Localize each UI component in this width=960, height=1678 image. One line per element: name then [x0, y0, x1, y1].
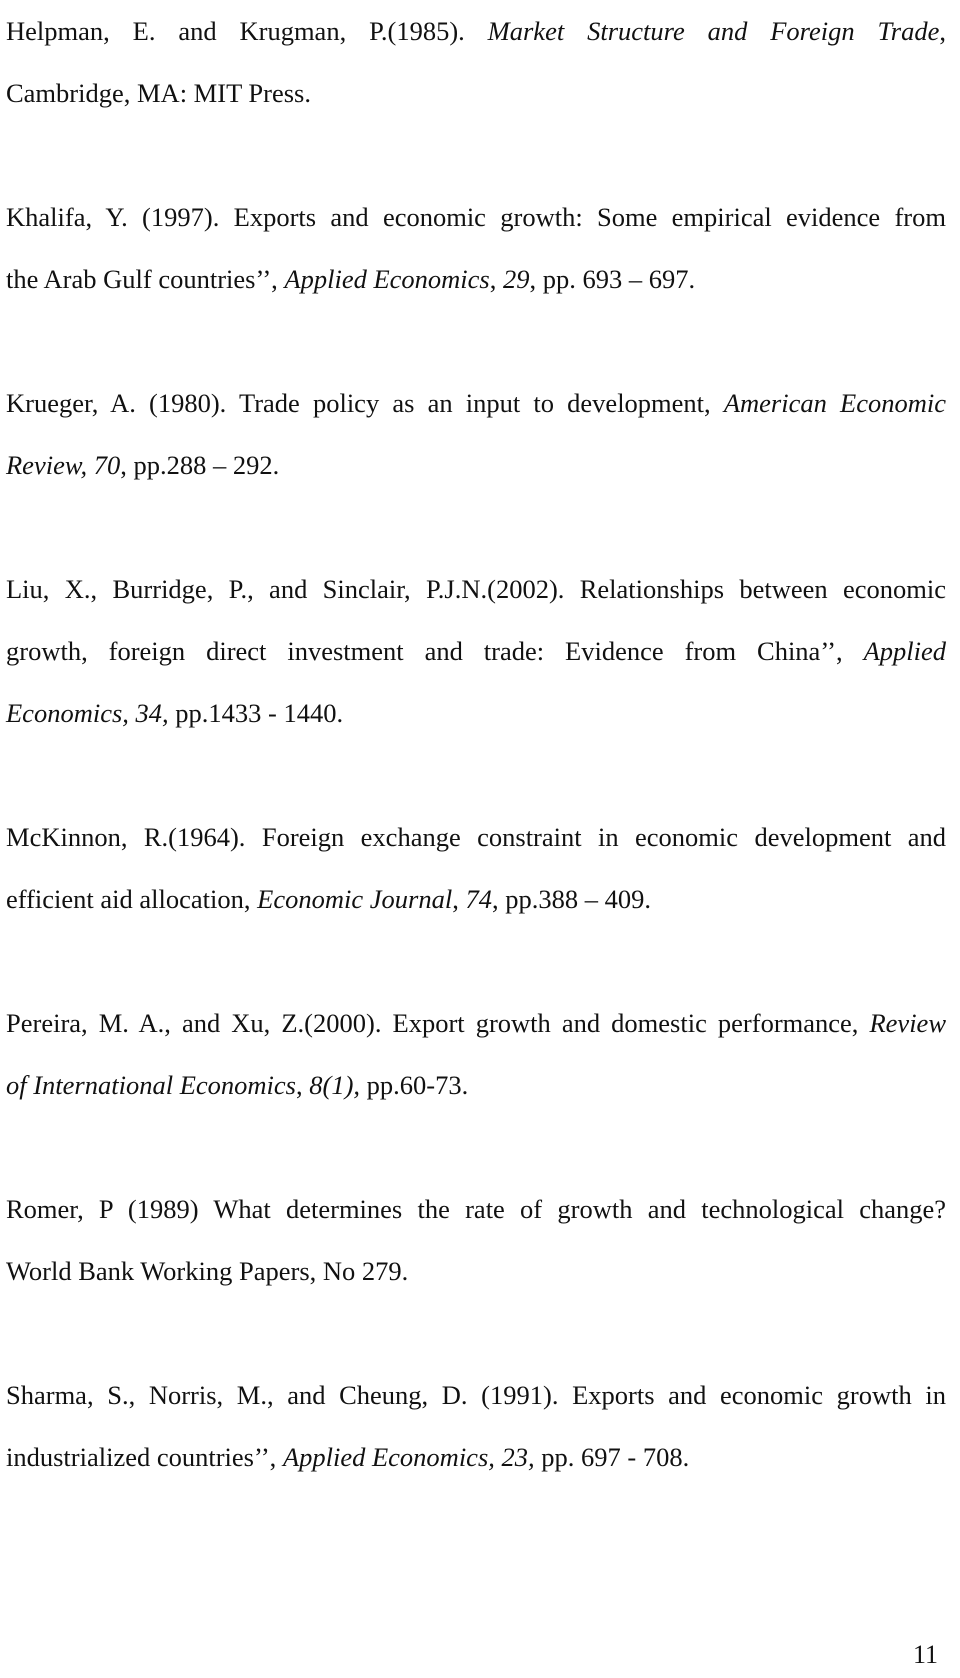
reference-line: [6, 372, 946, 434]
reference-text: growth, foreign direct investment and trade: Evidence from China’’,: [6, 636, 864, 666]
reference-entry: [6, 992, 946, 1116]
reference-line: [6, 620, 946, 682]
reference-italic-text: Applied Economics, 23,: [282, 1442, 535, 1472]
reference-text: McKinnon, R.(1964). Foreign exchange constraint in economic development and: [6, 822, 946, 852]
reference-text: ,: [489, 264, 503, 294]
reference-line: [6, 1364, 946, 1426]
reference-entry: [6, 186, 946, 310]
reference-text: Pereira, M. A., and Xu, Z.(2000). Export growth and domestic performance,: [6, 1008, 870, 1038]
reference-text: , pp.388 – 409.: [491, 884, 651, 914]
reference-line: [6, 1240, 946, 1302]
page-number: 11: [912, 1640, 938, 1669]
reference-text: the Arab Gulf countries’’,: [6, 264, 285, 294]
reference-line: [6, 1178, 946, 1240]
reference-line: [6, 1426, 946, 1488]
reference-line: [6, 1054, 946, 1116]
reference-text: pp.60-73.: [360, 1070, 469, 1100]
reference-line: [6, 806, 946, 868]
reference-text: ,: [296, 1070, 310, 1100]
reference-text: pp.1433 - 1440.: [168, 698, 344, 728]
reference-text: Liu, X., Burridge, P., and Sinclair, P.J.N.(2002). Relationships between economic: [6, 574, 946, 604]
reference-text: ,: [939, 16, 946, 46]
reference-italic-text: Economic Journal: [257, 884, 453, 914]
reference-line: [6, 992, 946, 1054]
reference-line: [6, 62, 946, 124]
reference-text: World Bank Working Papers, No 279.: [6, 1256, 409, 1286]
reference-line: [6, 186, 946, 248]
reference-line: [6, 558, 946, 620]
reference-entry: [6, 1364, 946, 1488]
reference-entry: [6, 1178, 946, 1302]
reference-line: [6, 0, 946, 62]
reference-entry: [6, 372, 946, 496]
reference-entry: [6, 806, 946, 930]
reference-text: , pp. 693 – 697.: [529, 264, 696, 294]
reference-text: Helpman, E. and Krugman, P.(1985).: [6, 16, 488, 46]
reference-italic-text: Applied Economics: [284, 264, 490, 294]
reference-list: [6, 0, 946, 1488]
reference-italic-text: 8(1),: [309, 1070, 361, 1100]
reference-line: [6, 434, 946, 496]
reference-line: [6, 868, 946, 930]
reference-line: [6, 682, 946, 744]
reference-italic-text: 29: [502, 264, 530, 294]
reference-text: Khalifa, Y. (1997). Exports and economic growth: Some empirical evidence from: [6, 202, 946, 232]
reference-text: Krueger, A. (1980). Trade policy as an input to development,: [6, 388, 724, 418]
reference-italic-text: 74: [465, 884, 492, 914]
reference-italic-text: Review, 70: [6, 450, 121, 480]
reference-text: efficient aid allocation,: [6, 884, 258, 914]
reference-line: [6, 248, 946, 310]
reference-italic-text: of International Economics: [6, 1070, 296, 1100]
reference-italic-text: Applied: [863, 636, 946, 666]
reference-text: Cambridge, MA: MIT Press.: [6, 78, 311, 108]
reference-italic-text: Market Structure and Foreign Trade: [487, 16, 940, 46]
reference-italic-text: Economics, 34,: [6, 698, 169, 728]
reference-entry: [6, 0, 946, 124]
reference-text: Sharma, S., Norris, M., and Cheung, D. (1991). Exports and economic growth in: [6, 1380, 946, 1410]
reference-text: , pp.288 – 292.: [120, 450, 280, 480]
reference-text: Romer, P (1989) What determines the rate of growth and technological change?: [6, 1194, 946, 1224]
reference-italic-text: Review: [869, 1008, 946, 1038]
reference-text: ,: [452, 884, 466, 914]
reference-italic-text: American Economic: [723, 388, 946, 418]
reference-text: pp. 697 - 708.: [534, 1442, 690, 1472]
reference-entry: [6, 558, 946, 744]
reference-text: industrialized countries’’,: [6, 1442, 283, 1472]
